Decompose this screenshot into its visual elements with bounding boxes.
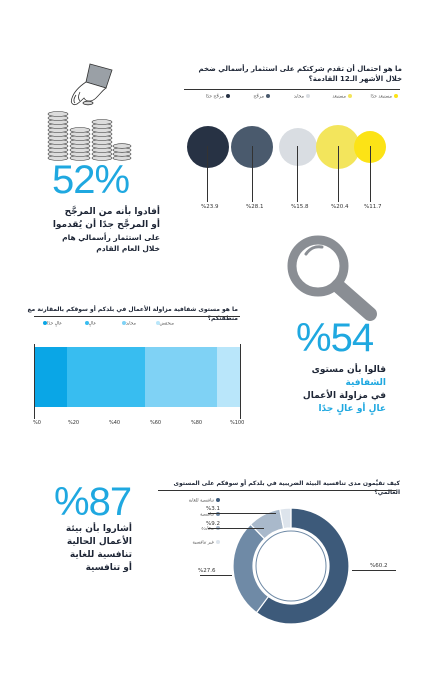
legend-dot-icon	[226, 94, 230, 98]
chart2-legend-label-3: منخفض	[159, 321, 174, 327]
chart2-axis-left	[34, 344, 35, 419]
section3-line2: الأعمال الحالية	[66, 537, 132, 547]
chart2-tick-0: %0	[33, 420, 41, 426]
chart1-circle-2	[279, 128, 317, 166]
chart2-tick-5: %100	[230, 420, 245, 426]
section3-text	[36, 523, 132, 575]
chart3-legend-item-3	[192, 540, 220, 546]
chart2-legend-label-0: عالٍ جدًا	[46, 321, 62, 327]
chart2-tick-1: %20	[68, 420, 80, 426]
chart1-leader-0	[207, 146, 208, 202]
legend-dot-icon	[216, 498, 220, 502]
chart1-value-1: %28.1	[246, 204, 264, 210]
chart2-question: ما هو مستوى شفافية مزاولة الأعمال في بلدكم أو سوقكم بالمقارنة مع منطقتكم؟	[27, 306, 238, 322]
chart2-legend-label-1: عالٍ	[88, 321, 96, 327]
legend-dot-icon	[348, 94, 352, 98]
chart1-question-line1: ما هو احتمال أن تقدم شركتكم على استثمار رأسمالي ضخم	[198, 65, 402, 73]
chart2-tick-2: %40	[109, 420, 121, 426]
chart1-value-0: %23.9	[201, 204, 219, 210]
hand-coins-illustration	[40, 62, 135, 162]
magnifier-icon	[284, 232, 384, 324]
section2-line4: عالٍ أو عالٍ جدًا	[318, 404, 386, 414]
section2-line1: قالوا بأن مستوى	[311, 365, 386, 375]
section2-big-value: %54	[296, 316, 374, 360]
chart1-legend-label-4: مرجَّح جدًا	[205, 94, 224, 100]
chart1-leader-3	[338, 146, 339, 202]
chart3-legend-label-2: محايدة	[201, 526, 214, 532]
chart1-legend-label-1: مستبعد	[332, 94, 346, 100]
chart1-legend	[184, 94, 400, 102]
chart1-value-2: %15.8	[291, 204, 309, 210]
section1-line2: أو المرجَّح جدًا أن يُقدموا	[52, 220, 160, 230]
section3-line3: تنافسية للغاية	[69, 550, 132, 560]
section2-line3: في مزاولة الأعمال	[302, 391, 386, 401]
chart3-question: كيف تقيِّمون مدى تنافسية البيئة الضريبية في بلدكم أو سوقكم على المستوى العالمي؟	[173, 480, 400, 496]
chart1-legend-label-0: مستبعد جدًا	[370, 94, 392, 100]
chart1-value-3: %20.4	[331, 204, 349, 210]
chart3-label-1: %9.2	[206, 521, 220, 527]
chart1-legend-item-2	[294, 94, 310, 100]
chart1-value-4: %11.7	[364, 204, 382, 210]
chart1-legend-item-4	[206, 94, 230, 100]
chart1-leader-2	[297, 146, 298, 202]
chart2-legend-item-2	[120, 321, 136, 327]
chart3-leader-3	[352, 570, 396, 571]
legend-dot-icon	[306, 94, 310, 98]
chart2-legend-label-2: محايد	[125, 321, 136, 327]
chart2-bar-segment	[145, 347, 217, 407]
chart2-tick-3: %60	[150, 420, 162, 426]
chart1-leader-4	[370, 146, 371, 202]
chart3-label-0: %3.1	[206, 506, 220, 512]
chart2-divider	[34, 316, 240, 317]
chart1-legend-label-3: مرجَّح	[253, 94, 264, 100]
chart2-bar-segment	[34, 347, 67, 407]
chart2-axis-right	[240, 344, 241, 419]
chart3-label-2: %27.6	[198, 568, 216, 574]
chart1-question	[180, 64, 402, 84]
chart1-question-line2: خلال الأشهر الـ12 القادمة؟	[308, 75, 402, 83]
chart3-legend-label-1: تنافسية	[200, 512, 214, 518]
chart3-leader-2	[200, 575, 232, 576]
chart1-legend-item-3	[253, 94, 270, 100]
section3-line1: أشاروا بأن بيئة	[65, 524, 132, 534]
donut-inner-ring	[256, 531, 326, 601]
section1-text	[20, 206, 160, 254]
section1-line3: على استثمار رأسمالي هام	[62, 233, 160, 242]
chart1-legend-label-2: محايد	[293, 94, 304, 100]
section1-line4: خلال العام القادم	[96, 244, 160, 253]
legend-dot-icon	[394, 94, 398, 98]
section1-line1: أفادوا بأنه من المرجَّح	[64, 207, 160, 217]
chart2-legend	[34, 321, 240, 329]
chart1-legend-item-0	[371, 94, 399, 100]
section1-big-value: 52%	[52, 158, 130, 202]
section2-line2: الشفافية	[345, 378, 386, 388]
chart2-bar-segment	[217, 347, 240, 407]
chart2-legend-item-1	[83, 321, 96, 327]
chart2-bar-segment	[67, 347, 145, 407]
chart1-divider	[184, 89, 400, 90]
section2-text	[258, 364, 386, 416]
legend-dot-icon	[266, 94, 270, 98]
chart1-legend-item-1	[332, 94, 352, 100]
legend-dot-icon	[216, 540, 220, 544]
section3-big-value: %87	[54, 480, 132, 524]
chart2-legend-item-3	[154, 321, 174, 327]
chart3-legend-label-3: غير تنافسية	[192, 540, 214, 546]
chart1-leader-1	[252, 146, 253, 202]
chart3-legend-item-0	[189, 498, 220, 504]
chart3-donut	[228, 503, 354, 629]
chart2-bar-area	[34, 347, 240, 407]
chart2-legend-item-0	[41, 321, 62, 327]
section3-line4: أو تنافسية	[85, 563, 132, 573]
chart3-divider	[158, 490, 396, 491]
chart3-leader-0	[208, 513, 276, 514]
chart2-tick-4: %80	[191, 420, 203, 426]
chart1-circle-0	[187, 126, 229, 168]
chart3-legend-label-0: تنافسية للغاية	[188, 498, 214, 504]
chart3-leader-1	[208, 528, 264, 529]
chart3-label-3: %60.2	[370, 563, 388, 569]
